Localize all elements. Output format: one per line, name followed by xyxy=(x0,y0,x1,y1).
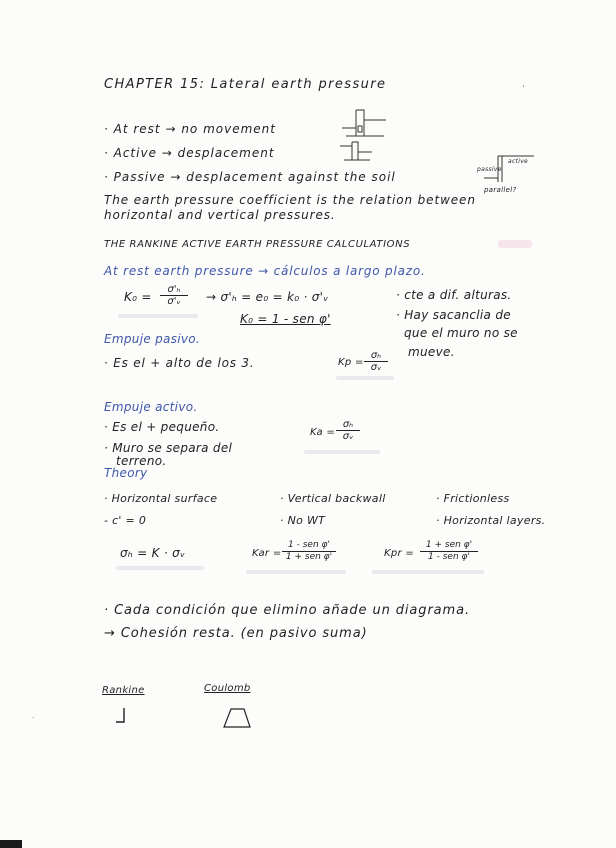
assumption-vertical-backwall: · Vertical backwall xyxy=(280,492,386,505)
note-cohesion: → Cohesión resta. (en pasivo suma) xyxy=(104,626,368,641)
label-rankine: Rankine xyxy=(102,685,145,696)
at-rest-note-1: · cte a dif. alturas. xyxy=(396,288,512,302)
type-active: · Active → desplacement xyxy=(104,146,275,160)
ka-fraction xyxy=(336,419,360,442)
page-title: CHAPTER 15: Lateral earth pressure xyxy=(104,77,387,92)
kp-numerator: σₕ xyxy=(364,350,388,362)
kp-fraction xyxy=(364,350,388,373)
jaky-formula: K₀ = 1 - sen φ' xyxy=(240,312,331,326)
kpr-denominator: 1 - sen φ' xyxy=(428,552,470,562)
assumption-no-water-table: · No WT xyxy=(280,514,326,527)
definition-line-2: horizontal and vertical pressures. xyxy=(104,208,336,222)
k0-equation: → σ'ₕ = e₀ = k₀ · σ'ᵥ xyxy=(206,290,329,304)
scan-corner-mark xyxy=(0,840,22,848)
active-note-1: · Es el + pequeño. xyxy=(104,420,220,434)
ka-numerator: σₕ xyxy=(336,419,360,431)
assumption-frictionless: · Frictionless xyxy=(436,492,510,505)
kpr-fraction xyxy=(420,540,478,563)
dot-mark-left: · xyxy=(32,715,35,722)
highlight-mark xyxy=(498,240,532,248)
assumption-horizontal-surface: · Horizontal surface xyxy=(104,492,218,505)
theory-heading: Theory xyxy=(104,466,148,480)
sigma-h-formula: σₕ = K · σᵥ xyxy=(120,546,186,560)
kar-lhs: Kar = xyxy=(252,548,282,559)
at-rest-note-2: · Hay sacanclia de xyxy=(396,308,511,322)
rankine-heading: THE RANKINE ACTIVE EARTH PRESSURE CALCULATIONS xyxy=(104,239,411,250)
active-wall-sketch xyxy=(336,140,376,164)
label-coulomb: Coulomb xyxy=(204,683,251,694)
assumption-horizontal-layers: · Horizontal layers. xyxy=(436,514,546,527)
active-note-2: · Muro se separa del xyxy=(104,441,233,455)
at-rest-wall-sketch xyxy=(336,106,388,140)
coulomb-wedge-icon xyxy=(222,706,254,730)
ka-lhs: Ka = xyxy=(310,427,336,438)
ka-highlight xyxy=(304,450,380,454)
active-heading: Empuje activo. xyxy=(104,400,198,414)
passive-heading: Empuje pasivo. xyxy=(104,332,201,346)
kpr-highlight xyxy=(372,570,484,574)
sketch-label-parallel: parallel? xyxy=(484,186,517,194)
definition-line-1: The earth pressure coefficient is the relation between xyxy=(104,193,476,207)
k0-fraction xyxy=(160,284,188,307)
sigma-highlight xyxy=(116,566,204,570)
k0-numerator: σ'ₕ xyxy=(160,284,188,296)
ka-denominator: σᵥ xyxy=(342,431,354,442)
kar-denominator: 1 + sen φ' xyxy=(285,552,333,562)
k0-highlight xyxy=(118,314,198,318)
sketch-label-passive: passive xyxy=(477,166,502,173)
assumption-no-cohesion: - c' = 0 xyxy=(104,514,147,527)
dot-mark: · xyxy=(522,82,525,91)
sketch-label-active: active xyxy=(508,158,529,165)
type-at-rest: · At rest → no movement xyxy=(104,122,276,136)
type-passive: · Passive → desplacement against the soil xyxy=(104,170,396,184)
kpr-numerator: 1 + sen φ' xyxy=(420,540,478,552)
kar-highlight xyxy=(246,570,346,574)
k0-denominator: σ'ᵥ xyxy=(167,296,181,307)
note-condition: · Cada condición que elimino añade un diagrama. xyxy=(104,603,471,618)
kp-lhs: Kp = xyxy=(338,357,364,368)
passive-note: · Es el + alto de los 3. xyxy=(104,356,255,370)
at-rest-note-3: que el muro no se xyxy=(404,326,518,340)
kar-fraction xyxy=(282,540,336,563)
at-rest-heading: At rest earth pressure → cálculos a largo plazo. xyxy=(104,264,426,278)
active-note-3: terreno. xyxy=(116,454,167,468)
at-rest-note-4: mueve. xyxy=(408,345,455,359)
kpr-lhs: Kpr = xyxy=(384,548,415,559)
kp-highlight xyxy=(336,376,394,380)
rankine-wall-icon xyxy=(112,706,136,726)
k0-lhs: K₀ = xyxy=(124,290,152,304)
kar-numerator: 1 - sen φ' xyxy=(282,540,336,552)
kp-denominator: σᵥ xyxy=(370,362,382,373)
